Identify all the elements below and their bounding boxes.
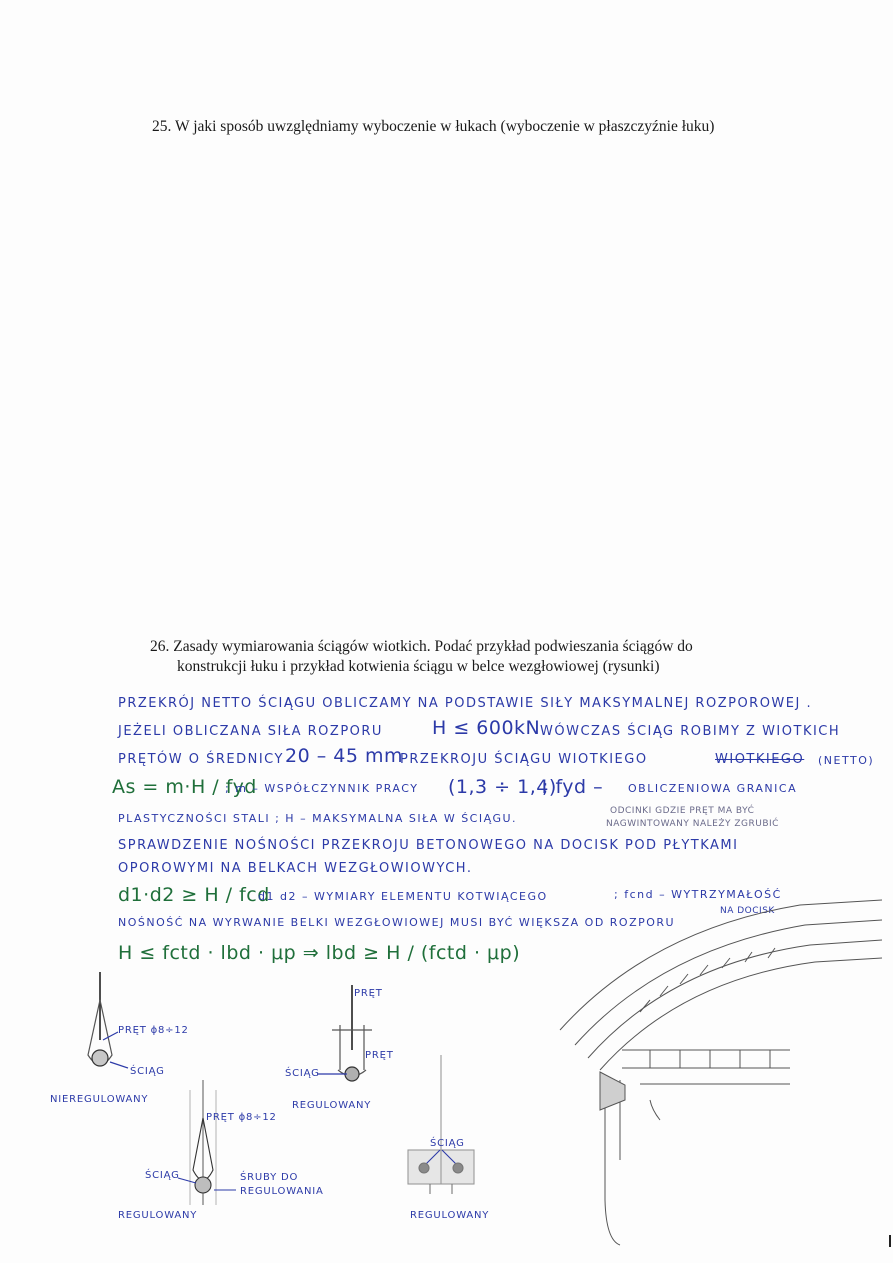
answer-line-4-tail: OBLICZENIOWA GRANICA: [628, 782, 798, 795]
sketch-a-unregulated: [88, 972, 128, 1068]
question-25: 25. W jaki sposób uwzględniamy wyboczenie w łukach (wyboczenie w płaszczyźnie łuku): [152, 118, 715, 135]
answer-formula-as: As = m·H / fyd: [112, 776, 257, 798]
answer-line-7: OPOROWYMI NA BELKACH WEZGŁOWIOWYCH.: [118, 861, 473, 876]
label-a-caption: NIEREGULOWANY: [50, 1094, 149, 1105]
answer-line-8: d1 d2 – WYMIARY ELEMENTU KOTWIĄCEGO: [258, 890, 548, 903]
label-b-pret-top: PRĘT: [354, 988, 383, 999]
answer-line-5: PLASTYCZNOŚCI STALI ; H – MAKSYMALNA SIŁA W ŚCIĄGU.: [118, 812, 518, 825]
answer-line-4: ; m – WSPÓŁCZYNNIK PRACY: [225, 782, 419, 795]
answer-fyd: ; fyd –: [542, 776, 604, 798]
answer-formula-h: H ≤ 600kN: [432, 717, 541, 739]
answer-line-3-rest: PRZEKROJU ŚCIĄGU WIOTKIEGO: [400, 752, 648, 767]
answer-coef-range: (1,3 ÷ 1,4): [448, 776, 557, 798]
answer-note-1: ODCINKI GDZIE PRĘT MA BYĆ: [610, 806, 755, 816]
answer-line-3: PRĘTÓW O ŚREDNICY: [118, 752, 284, 767]
answer-formula-d1d2: d1·d2 ≥ H / fcd: [118, 884, 270, 906]
answer-netto: (NETTO): [818, 754, 875, 767]
label-d-caption: REGULOWANY: [410, 1210, 490, 1221]
sketch-b-regulated: [318, 985, 372, 1081]
scan-edge-mark: [889, 1235, 891, 1247]
label-c-sruby-2: REGULOWANIA: [240, 1186, 324, 1197]
answer-diameter: 20 – 45 mm: [285, 745, 403, 767]
label-b-sciag: ŚCIĄG: [285, 1068, 320, 1079]
answer-na-docisk: NA DOCISK: [720, 906, 775, 916]
label-b-caption: REGULOWANY: [292, 1100, 372, 1111]
answer-fcnd: ; fcnd – WYTRZYMAŁOŚĆ: [614, 888, 782, 901]
label-a-sciag: ŚCIĄG: [130, 1066, 165, 1077]
question-26-line1: 26. Zasady wymiarowania ściągów wiotkich. Podać przykład podwieszania ściągów do: [150, 638, 693, 655]
label-b-pret: PRĘT: [365, 1050, 394, 1061]
label-c-sciag: ŚCIĄG: [145, 1170, 180, 1181]
question-26-line2: konstrukcji łuku i przykład kotwienia ściągu w belce wezgłowiowej (rysunki): [177, 658, 660, 675]
answer-line-6: SPRAWDZENIE NOŚNOŚCI PRZEKROJU BETONOWEGO NA DOCISK POD PŁYTKAMI: [118, 838, 739, 853]
answer-note-2: NAGWINTOWANY NALEŻY ZGRUBIĆ: [606, 819, 779, 829]
sketch-c-regulated: [178, 1080, 236, 1205]
label-c-sruby-1: ŚRUBY DO: [240, 1172, 299, 1183]
answer-struck-word: WIOTKIEGO: [715, 752, 805, 767]
answer-line-2-rest: WÓWCZAS ŚCIĄG ROBIMY Z WIOTKICH: [540, 724, 841, 739]
sketch-e-arch-detail: [560, 900, 882, 1245]
label-c-caption: REGULOWANY: [118, 1210, 198, 1221]
sketch-d-regulated: [408, 1055, 474, 1194]
answer-line-9: NOŚNOŚĆ NA WYRWANIE BELKI WEZGŁOWIOWEJ MUSI BYĆ WIĘKSZA OD ROZPORU: [118, 916, 676, 929]
answer-line-1: PRZEKRÓJ NETTO ŚCIĄGU OBLICZAMY NA PODSTAWIE SIŁY MAKSYMALNEJ ROZPOROWEJ .: [118, 696, 813, 711]
answer-line-2: JEŻELI OBLICZANA SIŁA ROZPORU: [118, 724, 383, 739]
label-c-pret: PRĘT ϕ8÷12: [206, 1112, 277, 1123]
label-d-sciag: ŚCIĄG: [430, 1138, 465, 1149]
answer-formula-lbd: H ≤ fctd · lbd · μp ⇒ lbd ≥ H / (fctd · μp): [118, 942, 521, 964]
label-a-pret: PRĘT ϕ8÷12: [118, 1025, 189, 1036]
